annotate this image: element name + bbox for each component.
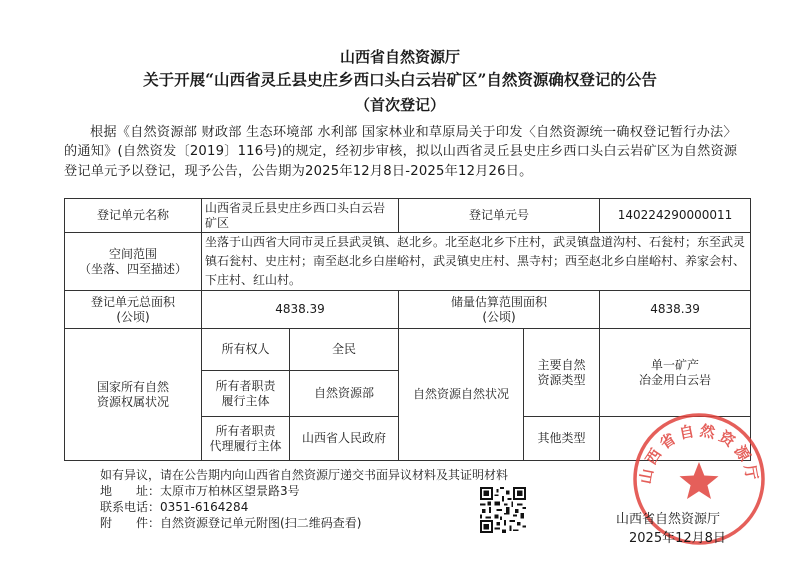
main-type-value-line1: 单一矿产 [651, 357, 700, 372]
address-line [100, 483, 300, 499]
phone-line [100, 499, 248, 515]
space-range-label-line1: 空间范围 [108, 246, 157, 261]
address-label: 地 址： [100, 484, 161, 498]
agent-subject-value: 山西省人民政府 [290, 417, 399, 461]
table-row [65, 233, 751, 291]
unit-name-label: 登记单元名称 [65, 199, 202, 233]
attachment-line [100, 515, 361, 531]
ownership-label-line1: 国家所有自然 [96, 379, 169, 394]
table-row [65, 291, 751, 329]
duty-subject-label-line1: 所有者职责 [215, 378, 276, 393]
main-type-label [524, 329, 600, 417]
unit-name-value: 山西省灵丘县史庄乡西口头白云岩矿区 [202, 199, 399, 233]
reserve-area-value: 4838.39 [600, 291, 751, 329]
owner-value: 全民 [290, 329, 399, 371]
doc-main-title: 关于开展“山西省灵丘县史庄乡西口头白云岩矿区”自然资源确权登记的公告 [143, 70, 657, 89]
qr-code-icon[interactable] [480, 487, 526, 533]
seal-star-icon [680, 462, 719, 499]
duty-subject-label-line2: 履行主体 [221, 393, 270, 408]
attachment-label: 附 件： [100, 516, 161, 530]
attachment-value: 自然资源登记单元附图(扫二维码查看) [160, 516, 362, 530]
total-area-label-line1: 登记单元总面积 [90, 294, 175, 309]
total-area-label-line2: (公顷) [116, 309, 150, 324]
reserve-area-label-line2: (公顷) [482, 309, 516, 324]
duty-subject-value: 自然资源部 [290, 371, 399, 417]
space-range-label [65, 233, 202, 291]
agent-subject-label [202, 417, 290, 461]
agent-subject-label-line1: 所有者职责 [215, 423, 276, 438]
doc-subtitle: （首次登记） [354, 96, 445, 114]
ownership-label-line2: 资源权属状况 [96, 394, 169, 409]
natural-status-label: 自然资源自然状况 [399, 329, 524, 461]
reserve-area-label [399, 291, 600, 329]
main-type-label-line1: 主要自然 [537, 357, 586, 372]
table-row [65, 329, 751, 371]
owner-label: 所有权人 [202, 329, 290, 371]
ownership-label [65, 329, 202, 461]
seal-text: 山西省自然资源厅 [636, 421, 762, 486]
total-area-label [65, 291, 202, 329]
objection-note: 如有异议，请在公告期内向山西省自然资源厅递交书面异议材料及其证明材料 [100, 468, 509, 482]
phone-label: 联系电话： [100, 500, 161, 514]
doc-org-title: 山西省自然资源厅 [339, 48, 460, 66]
table-row [65, 199, 751, 233]
main-type-value-line2: 冶金用白云岩 [639, 372, 712, 387]
phone-value: 0351-6164284 [160, 500, 249, 514]
signature-org: 山西省自然资源厅 [616, 512, 721, 527]
space-range-value: 坐落于山西省大同市灵丘县武灵镇、赵北乡。北至赵北乡下庄村，武灵镇盘道沟村、石瓮村；东至武灵镇石瓮村、史庄村；南至赵北乡白崖峪村，武灵镇史庄村、黑寺村；西至赵北乡白崖峪村、养家会村、下庄村、红山村。 [202, 233, 751, 291]
address-value: 太原市万柏林区望景路3号 [160, 484, 300, 498]
other-type-label: 其他类型 [524, 417, 600, 461]
duty-subject-label [202, 371, 290, 417]
agent-subject-label-line2: 代理履行主体 [209, 438, 282, 453]
signature-date: 2025年12月8日 [629, 531, 726, 546]
space-range-label-line2: （坐落、四至描述） [78, 261, 187, 276]
intro-paragraph: 根据《自然资源部 财政部 生态环境部 水利部 国家林业和草原局关于印发〈自然资源统一确权登记暂行办法〉的通知》(自然资发〔2019〕116号)的规定，经初步审核，拟以山西省灵丘县史庄乡西口头白云岩矿区为自然资源登记单元予以登记，现予公告，公告期为2025年12月8日-2025年12月26日。 [64, 125, 738, 179]
reserve-area-label-line1: 储量估算范围面积 [451, 294, 548, 309]
total-area-value: 4838.39 [202, 291, 399, 329]
unit-no-value: 140224290000011 [600, 199, 751, 233]
unit-no-label: 登记单元号 [399, 199, 600, 233]
main-type-label-line2: 资源类型 [537, 372, 586, 387]
